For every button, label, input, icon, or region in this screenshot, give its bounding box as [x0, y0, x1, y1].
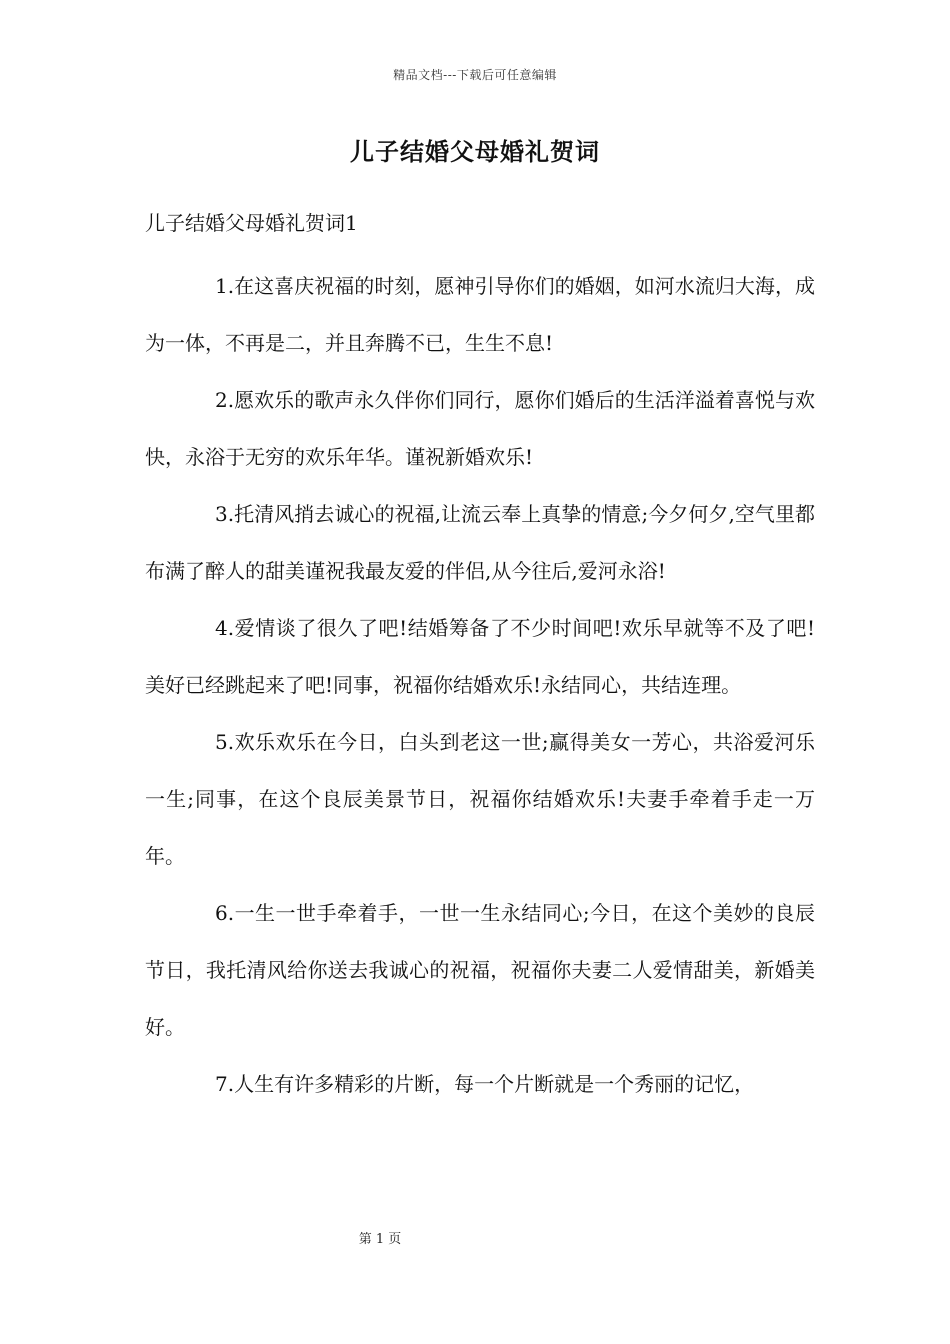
paragraph-7: 7.人生有许多精彩的片断，每一个片断就是一个秀丽的记忆，	[215, 1072, 755, 1096]
document-title: 儿子结婚父母婚礼贺词	[350, 137, 600, 166]
paragraph-2: 2.愿欢乐的歌声永久伴你们同行，愿你们婚后的生活洋溢着喜悦与欢快，永浴于无穷的欢乐年华。谨祝新婚欢乐!	[145, 388, 815, 469]
paragraph-3: 3.托清风捎去诚心的祝福,让流云奉上真挚的情意;今夕何夕,空气里都布满了醉人的甜美谨祝我最友爱的伴侣,从今往后,爱河永浴!	[145, 502, 815, 583]
paragraph-1: 1.在这喜庆祝福的时刻，愿神引导你们的婚姻，如河水流归大海，成为一体，不再是二，并且奔腾不已，生生不息!	[145, 274, 815, 355]
paragraph-5: 5.欢乐欢乐在今日，白头到老这一世;赢得美女一芳心，共浴爱河乐一生;同事，在这个良辰美景节日，祝福你结婚欢乐!夫妻手牵着手走一万年。	[145, 730, 815, 868]
page-number: 第 1 页	[358, 1232, 402, 1247]
document-body	[145, 208, 815, 1113]
header-note: 精品文档---下载后可任意编辑	[393, 68, 557, 82]
paragraph-6: 6.一生一世手牵着手，一世一生永结同心;今日，在这个美妙的良辰节日，我托清风给你送去我诚心的祝福，祝福你夫妻二人爱情甜美，新婚美好。	[145, 901, 815, 1039]
paragraph-4: 4.爱情谈了很久了吧!结婚筹备了不少时间吧!欢乐早就等不及了吧!美好已经跳起来了吧!同事，祝福你结婚欢乐!永结同心，共结连理。	[145, 616, 815, 697]
section-subtitle: 儿子结婚父母婚礼贺词1	[145, 211, 358, 235]
